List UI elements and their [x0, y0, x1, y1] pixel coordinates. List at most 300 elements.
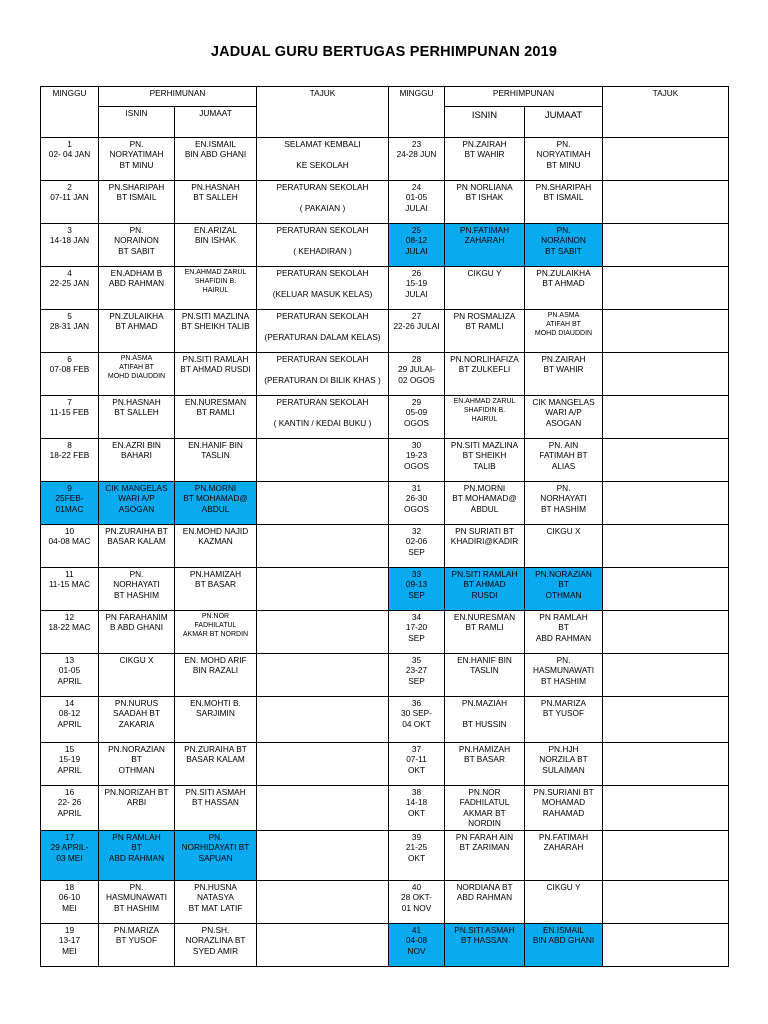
cell-jumaat-left: [175, 697, 257, 743]
table-row: [41, 224, 729, 267]
cell-text: PN.SITI RAMLAH BT AHMAD RUSDI: [180, 354, 251, 375]
table-row: [41, 611, 729, 654]
cell-text: PN.FATIMAH ZAHARAH: [459, 225, 510, 246]
cell-isnin-left: [99, 353, 175, 396]
page-title: JADUAL GURU BERTUGAS PERHIMPUNAN 2019: [210, 44, 558, 60]
cell-week-right: [389, 743, 445, 786]
cell-text: 23 24-28 JUN: [396, 139, 437, 160]
cell-week-left: [41, 482, 99, 525]
cell-text: CIKGU X: [119, 655, 154, 665]
table-row: [41, 743, 729, 786]
col-header-perhimunan: PERHIMUNAN: [99, 87, 257, 107]
cell-tajuk-left: [257, 310, 389, 353]
cell-isnin-right: [445, 786, 525, 831]
cell-week-right: [389, 654, 445, 697]
cell-isnin-right: [445, 224, 525, 267]
cell-week-left: [41, 697, 99, 743]
col-header-tajuk-right: TAJUK: [603, 87, 729, 138]
cell-tajuk-right: [603, 181, 729, 224]
cell-text: PN.MAZIAH BT HUSSIN: [461, 698, 508, 729]
table-row: [41, 568, 729, 611]
cell-jumaat-right: [525, 482, 603, 525]
cell-text: PN.HJH NORZILA BT SULAIMAN: [539, 744, 588, 775]
cell-text: PN.NOR FADHILATUL AKMAR BT NORDIN: [182, 613, 249, 638]
cell-jumaat-left: [175, 482, 257, 525]
cell-week-right: [389, 831, 445, 881]
cell-text: PN.NURUS SAADAH BT ZAKARIA: [112, 698, 161, 729]
cell-isnin-left: [99, 224, 175, 267]
cell-jumaat-left: [175, 831, 257, 881]
cell-text: PN.SHARIPAH BT ISMAIL: [108, 182, 165, 203]
cell-text: 8 18-22 FEB: [49, 440, 90, 461]
cell-jumaat-right: [525, 697, 603, 743]
table-row: [41, 482, 729, 525]
cell-text: 7 11-15 FEB: [49, 397, 90, 418]
cell-jumaat-right: [525, 138, 603, 181]
cell-isnin-left: [99, 786, 175, 831]
cell-text: PERATURAN SEKOLAH (PERATURAN DI BILIK KHAS ): [264, 354, 381, 385]
cell-jumaat-right: [525, 224, 603, 267]
cell-text: 41 04-08 NOV: [405, 925, 428, 956]
cell-week-right: [389, 267, 445, 310]
cell-text: PN. HASMUNAWATI BT HASHIM: [106, 882, 167, 913]
cell-text: PN.MARIZA BT YUSOF: [540, 698, 587, 719]
cell-week-left: [41, 831, 99, 881]
cell-week-right: [389, 439, 445, 482]
cell-isnin-right: [445, 654, 525, 697]
cell-text: 11 11-15 MAC: [48, 569, 91, 590]
col-header-minggu-left: MINGGU: [41, 87, 99, 138]
cell-text: 4 22-25 JAN: [49, 268, 90, 289]
cell-week-right: [389, 353, 445, 396]
cell-isnin-right: [445, 353, 525, 396]
cell-text: PN.ASMA ATIFAH BT MOHD DIAUDDIN: [107, 355, 166, 380]
cell-text: PN.ZURAIHA BT BASAR KALAM: [105, 526, 168, 547]
cell-text: EN.HANIF BIN TASLIN: [457, 655, 512, 676]
cell-week-right: [389, 786, 445, 831]
cell-isnin-right: [445, 310, 525, 353]
cell-text: 6 07-08 FEB: [49, 354, 90, 375]
cell-week-left: [41, 525, 99, 568]
cell-text: EN.HANIF BIN TASLIN: [188, 440, 243, 461]
cell-text: PN FARAH AIN BT ZARIMAN: [455, 832, 514, 853]
cell-text: PN.SITI MAZLINA BT SHEIKH TALIB: [450, 440, 519, 471]
table-row: [41, 310, 729, 353]
cell-text: PN. NORAINON BT SABIT: [541, 225, 586, 256]
cell-isnin-left: [99, 138, 175, 181]
cell-week-left: [41, 881, 99, 924]
cell-text: 18 06-10 MEI: [58, 882, 81, 913]
cell-text: PN NORLIANA BT ISHAK: [456, 182, 513, 203]
cell-tajuk-left: [257, 181, 389, 224]
cell-isnin-right: [445, 831, 525, 881]
cell-tajuk-right: [603, 568, 729, 611]
cell-tajuk-left: [257, 881, 389, 924]
cell-jumaat-right: [525, 267, 603, 310]
cell-text: CIK MANGELAS WARI A/P ASOGAN: [532, 397, 595, 428]
cell-tajuk-right: [603, 353, 729, 396]
cell-jumaat-left: [175, 267, 257, 310]
cell-text: PN.NORIZAH BT ARBI: [104, 787, 169, 808]
cell-week-left: [41, 224, 99, 267]
cell-tajuk-right: [603, 310, 729, 353]
cell-week-right: [389, 224, 445, 267]
cell-jumaat-right: [525, 881, 603, 924]
cell-week-left: [41, 743, 99, 786]
cell-tajuk-left: [257, 396, 389, 439]
cell-jumaat-left: [175, 138, 257, 181]
cell-text: 24 01-05 JULAI: [405, 182, 428, 213]
cell-tajuk-left: [257, 743, 389, 786]
cell-text: PN RAMLAH BT ABD RAHMAN: [108, 832, 165, 863]
cell-text: PN ROSMALIZA BT RAMLI: [453, 311, 516, 332]
cell-week-right: [389, 396, 445, 439]
cell-text: 29 05-09 OGOS: [404, 397, 429, 428]
col-header-tajuk-left: TAJUK: [257, 87, 389, 138]
cell-isnin-left: [99, 181, 175, 224]
cell-isnin-right: [445, 267, 525, 310]
cell-isnin-left: [99, 924, 175, 967]
cell-text: PN.MARIZA BT YUSOF: [113, 925, 160, 946]
cell-text: EN.MOHD NAJID KAZMAN: [182, 526, 249, 547]
cell-text: PERATURAN SEKOLAH ( KEHADIRAN ): [276, 225, 369, 256]
cell-tajuk-left: [257, 568, 389, 611]
table-row: [41, 439, 729, 482]
cell-jumaat-left: [175, 881, 257, 924]
cell-week-left: [41, 611, 99, 654]
cell-text: PN. AIN FATIMAH BT ALIAS: [539, 440, 588, 471]
cell-text: 5 28-31 JAN: [49, 311, 90, 332]
cell-text: 17 29 APRIL- 03 MEI: [50, 832, 89, 863]
cell-isnin-left: [99, 568, 175, 611]
cell-text: 34 17-20 SEP: [405, 612, 428, 643]
cell-week-left: [41, 353, 99, 396]
cell-tajuk-right: [603, 743, 729, 786]
cell-tajuk-left: [257, 353, 389, 396]
col-header-minggu-right: MINGGU: [389, 87, 445, 138]
cell-text: 33 09-13 SEP: [405, 569, 428, 600]
col-header-perhimpunan: PERHIMPUNAN: [445, 87, 603, 107]
cell-week-left: [41, 924, 99, 967]
cell-text: SELAMAT KEMBALI KE SEKOLAH: [284, 139, 361, 170]
cell-text: PN.ZULAIKHA BT AHMAD: [109, 311, 164, 332]
cell-isnin-right: [445, 924, 525, 967]
cell-text: 15 15-19 APRIL: [57, 744, 82, 775]
table-row: [41, 881, 729, 924]
cell-text: PN.SH. NORAZLINA BT SYED AMIR: [185, 925, 246, 956]
cell-text: PN. NORHIDAYATI BT SAPUAN: [181, 832, 250, 863]
cell-text: PN.SHARIPAH BT ISMAIL: [535, 182, 592, 203]
cell-week-right: [389, 611, 445, 654]
cell-text: PN.FATIMAH ZAHARAH: [538, 832, 589, 853]
cell-text: PN.SURIANI BT MOHAMAD RAHAMAD: [533, 787, 594, 818]
cell-text: 26 15-19 JULAI: [405, 268, 428, 299]
duty-roster-table: [40, 86, 729, 967]
cell-jumaat-right: [525, 743, 603, 786]
cell-text: EN.ARIZAL BIN ISHAK: [194, 225, 237, 246]
cell-text: 32 02-06 SEP: [405, 526, 428, 557]
cell-text: PN. NORYATIMAH BT MINU: [536, 139, 591, 170]
cell-isnin-left: [99, 831, 175, 881]
cell-jumaat-left: [175, 786, 257, 831]
cell-text: 31 26-30 OGOS: [404, 483, 429, 514]
cell-jumaat-right: [525, 831, 603, 881]
cell-text: CIK MANGELAS WARI A/P ASOGAN: [105, 483, 168, 514]
cell-week-right: [389, 525, 445, 568]
cell-text: 27 22-26 JULAI: [393, 311, 440, 332]
cell-text: PN.SITI RAMLAH BT AHMAD RUSDI: [451, 569, 518, 600]
cell-tajuk-right: [603, 439, 729, 482]
cell-text: 3 14-18 JAN: [49, 225, 90, 246]
table-row: [41, 138, 729, 181]
cell-week-right: [389, 568, 445, 611]
cell-jumaat-right: [525, 310, 603, 353]
cell-tajuk-right: [603, 654, 729, 697]
cell-isnin-left: [99, 654, 175, 697]
cell-text: 25 08-12 JULAI: [405, 225, 428, 256]
table-row: [41, 654, 729, 697]
cell-week-right: [389, 482, 445, 525]
cell-text: PN.HASNAH BT SALLEH: [112, 397, 161, 418]
cell-text: PN.NOR FADHILATUL AKMAR BT NORDIN: [459, 787, 510, 829]
cell-isnin-right: [445, 743, 525, 786]
cell-text: PN SURIATI BT KHADIRI@KADIR: [450, 526, 519, 547]
cell-text: PN.MORNI BT MOHAMAD@ ABDUL: [452, 483, 517, 514]
cell-text: 30 19-23 OGOS: [404, 440, 429, 471]
cell-text: PERATURAN SEKOLAH (KELUAR MASUK KELAS): [272, 268, 373, 299]
cell-text: 28 29 JULAI- 02 OGOS: [398, 354, 435, 385]
cell-week-right: [389, 310, 445, 353]
cell-week-right: [389, 697, 445, 743]
cell-text: EN. MOHD ARIF BIN RAZALI: [184, 655, 247, 676]
table-row: [41, 267, 729, 310]
cell-text: PN.SITI ASMAH BT HASSAN: [185, 787, 246, 808]
cell-text: EN.MOHTI B. SARJIMIN: [190, 698, 241, 719]
cell-isnin-left: [99, 482, 175, 525]
table-row: [41, 396, 729, 439]
cell-text: PERATURAN SEKOLAH ( PAKAIAN ): [276, 182, 369, 213]
cell-jumaat-right: [525, 568, 603, 611]
cell-tajuk-left: [257, 831, 389, 881]
cell-text: 16 22- 26 APRIL: [57, 787, 82, 818]
cell-text: 12 18-22 MAC: [48, 612, 91, 633]
cell-tajuk-left: [257, 482, 389, 525]
cell-jumaat-right: [525, 786, 603, 831]
cell-text: 1 02- 04 JAN: [48, 139, 91, 160]
cell-text: 36 30 SEP- 04 OKT: [401, 698, 432, 729]
cell-text: PN.SITI ASMAH BT HASSAN: [454, 925, 515, 946]
cell-tajuk-left: [257, 611, 389, 654]
cell-isnin-left: [99, 697, 175, 743]
cell-isnin-left: [99, 743, 175, 786]
cell-isnin-right: [445, 181, 525, 224]
cell-jumaat-right: [525, 353, 603, 396]
cell-isnin-right: [445, 482, 525, 525]
cell-tajuk-left: [257, 525, 389, 568]
cell-tajuk-right: [603, 482, 729, 525]
cell-week-left: [41, 786, 99, 831]
cell-text: PN.NORAZIAN BT OTHMAN: [108, 744, 165, 775]
cell-tajuk-right: [603, 267, 729, 310]
cell-tajuk-right: [603, 831, 729, 881]
cell-tajuk-right: [603, 786, 729, 831]
cell-text: PN. NORHAYATI BT HASHIM: [540, 483, 587, 514]
cell-jumaat-right: [525, 654, 603, 697]
cell-week-left: [41, 310, 99, 353]
cell-text: PN.HUSNA NATASYA BT MAT LATIF: [188, 882, 243, 913]
cell-jumaat-left: [175, 611, 257, 654]
cell-tajuk-right: [603, 881, 729, 924]
cell-isnin-right: [445, 881, 525, 924]
cell-week-right: [389, 881, 445, 924]
cell-text: EN.ISMAIL BIN ABD GHANI: [184, 139, 247, 160]
cell-text: PN.NORAZIAN BT OTHMAN: [535, 569, 592, 600]
cell-text: EN.NURESMAN BT RAMLI: [453, 612, 516, 633]
cell-tajuk-left: [257, 138, 389, 181]
cell-isnin-right: [445, 138, 525, 181]
cell-week-right: [389, 181, 445, 224]
cell-jumaat-left: [175, 924, 257, 967]
cell-text: PN.MORNI BT MOHAMAD@ ABDUL: [183, 483, 248, 514]
cell-text: 19 13-17 MEI: [58, 925, 81, 956]
cell-text: PN. NORYATIMAH BT MINU: [109, 139, 164, 170]
cell-tajuk-right: [603, 396, 729, 439]
cell-text: PN FARAHANIM B ABD GHANI: [105, 612, 168, 633]
cell-text: EN.ISMAIL BIN ABD GHANI: [532, 925, 595, 946]
cell-text: EN.ADHAM B ABD RAHMAN: [108, 268, 165, 289]
cell-text: PN.ZAIRAH BT WAHIR: [541, 354, 586, 375]
cell-text: PN.NORLIHAFIZA BT ZULKEFLI: [450, 354, 519, 375]
cell-jumaat-left: [175, 439, 257, 482]
cell-jumaat-left: [175, 353, 257, 396]
cell-week-left: [41, 138, 99, 181]
cell-isnin-left: [99, 310, 175, 353]
col-header-isnin-left: ISNIN: [99, 107, 175, 138]
cell-text: PN.HASNAH BT SALLEH: [191, 182, 240, 203]
cell-text: EN.AHMAD ZARUL SHAFIDIN B. HAIRUL: [184, 269, 247, 294]
cell-text: 39 21-25 OKT: [405, 832, 428, 863]
cell-text: CIKGU Y: [546, 882, 581, 892]
cell-text: 35 23-27 SEP: [405, 655, 428, 686]
cell-isnin-left: [99, 881, 175, 924]
cell-week-left: [41, 568, 99, 611]
cell-isnin-left: [99, 525, 175, 568]
cell-text: PN.ZAIRAH BT WAHIR: [462, 139, 507, 160]
cell-isnin-left: [99, 396, 175, 439]
cell-text: PERATURAN SEKOLAH (PERATURAN DALAM KELAS): [264, 311, 381, 342]
cell-tajuk-left: [257, 654, 389, 697]
cell-isnin-right: [445, 568, 525, 611]
cell-jumaat-right: [525, 439, 603, 482]
cell-text: PN.ZULAIKHA BT AHMAD: [536, 268, 591, 289]
cell-jumaat-right: [525, 525, 603, 568]
cell-week-left: [41, 654, 99, 697]
cell-week-right: [389, 138, 445, 181]
cell-text: CIKGU Y: [467, 268, 502, 278]
cell-text: PN.SITI MAZLINA BT SHEIKH TALIB: [181, 311, 250, 332]
cell-week-left: [41, 267, 99, 310]
cell-tajuk-right: [603, 611, 729, 654]
cell-text: 38 14-18 OKT: [405, 787, 428, 818]
cell-week-left: [41, 439, 99, 482]
cell-text: EN.NURESMAN BT RAMLI: [184, 397, 247, 418]
cell-jumaat-left: [175, 568, 257, 611]
table-row: [41, 525, 729, 568]
cell-text: 13 01-05 APRIL: [57, 655, 82, 686]
col-header-isnin-right: ISNIN: [445, 107, 525, 138]
cell-isnin-right: [445, 396, 525, 439]
cell-text: CIKGU X: [546, 526, 581, 536]
cell-jumaat-left: [175, 310, 257, 353]
cell-tajuk-left: [257, 267, 389, 310]
col-header-jumaat-left: JUMAAT: [175, 107, 257, 138]
cell-tajuk-right: [603, 924, 729, 967]
cell-text: 10 04-08 MAC: [48, 526, 91, 547]
cell-isnin-left: [99, 611, 175, 654]
cell-jumaat-left: [175, 224, 257, 267]
cell-tajuk-left: [257, 439, 389, 482]
cell-text: PN.ZURAIHA BT BASAR KALAM: [184, 744, 247, 765]
cell-text: 40 28 OKT- 01 NOV: [401, 882, 432, 913]
cell-text: 14 08-12 APRIL: [57, 698, 82, 729]
cell-tajuk-right: [603, 224, 729, 267]
cell-isnin-right: [445, 525, 525, 568]
cell-text: NORDIANA BT ABD RAHMAN: [456, 882, 513, 903]
table-row: [41, 697, 729, 743]
cell-text: PN.HAMIZAH BT BASAR: [189, 569, 242, 590]
cell-text: PN.ASMA ATIFAH BT MOHD DIAUDDIN: [534, 312, 593, 337]
cell-text: PN. HASMUNAWATI BT HASHIM: [533, 655, 594, 686]
table-row: [41, 181, 729, 224]
cell-jumaat-right: [525, 611, 603, 654]
table-row: [41, 786, 729, 831]
cell-week-left: [41, 181, 99, 224]
cell-tajuk-left: [257, 224, 389, 267]
cell-jumaat-left: [175, 525, 257, 568]
cell-text: PERATURAN SEKOLAH ( KANTIN / KEDAI BUKU ): [273, 397, 372, 428]
cell-text: EN.AHMAD ZARUL SHAFIDIN B. HAIRUL: [453, 398, 516, 423]
cell-jumaat-left: [175, 181, 257, 224]
cell-text: 37 07-11 OKT: [406, 744, 427, 775]
cell-week-right: [389, 924, 445, 967]
cell-text: PN RAMLAH BT ABD RAHMAN: [535, 612, 592, 643]
cell-tajuk-left: [257, 924, 389, 967]
cell-week-left: [41, 396, 99, 439]
cell-jumaat-left: [175, 743, 257, 786]
cell-text: PN. NORAINON BT SABIT: [114, 225, 159, 256]
cell-tajuk-right: [603, 697, 729, 743]
cell-tajuk-right: [603, 525, 729, 568]
cell-isnin-right: [445, 439, 525, 482]
col-header-jumaat-right: JUMAAT: [525, 107, 603, 138]
cell-isnin-right: [445, 611, 525, 654]
cell-jumaat-right: [525, 181, 603, 224]
table-row: [41, 924, 729, 967]
cell-isnin-right: [445, 697, 525, 743]
cell-text: PN.HAMIZAH BT BASAR: [458, 744, 511, 765]
cell-jumaat-left: [175, 396, 257, 439]
table-row: [41, 831, 729, 881]
cell-text: 9 25FEB- 01MAC: [55, 483, 84, 514]
cell-text: 2 07-11 JAN: [50, 182, 89, 203]
cell-text: PN. NORHAYATI BT HASHIM: [113, 569, 160, 600]
cell-isnin-left: [99, 439, 175, 482]
cell-jumaat-right: [525, 924, 603, 967]
cell-jumaat-left: [175, 654, 257, 697]
cell-tajuk-right: [603, 138, 729, 181]
cell-tajuk-left: [257, 786, 389, 831]
table-row: [41, 353, 729, 396]
